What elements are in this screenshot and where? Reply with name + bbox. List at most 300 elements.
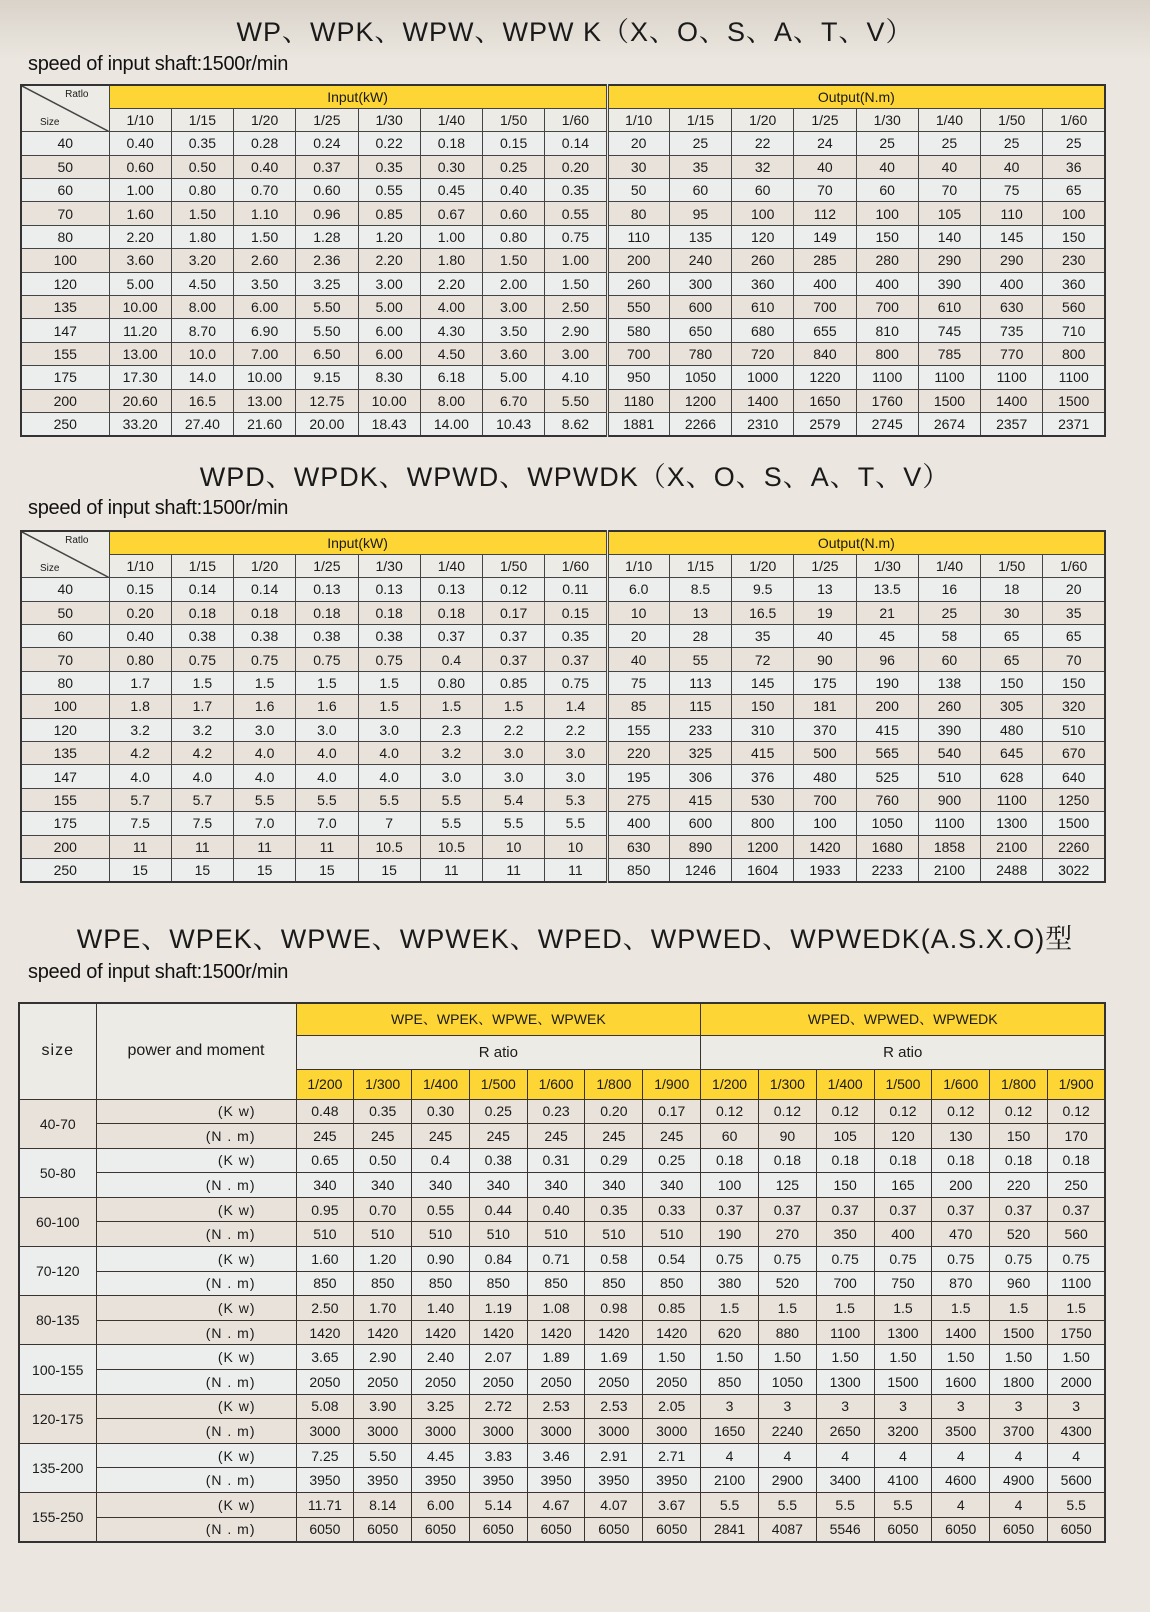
output-cell: 370 [794, 718, 856, 741]
size-cell: 50 [21, 601, 109, 624]
input-cell: 0.4 [420, 648, 482, 671]
input-cell: 0.37 [420, 625, 482, 648]
output-cell: 770 [981, 342, 1043, 365]
output-cell: 1500 [1043, 389, 1105, 412]
nm-cell: 1420 [354, 1320, 412, 1345]
nm-cell: 1400 [932, 1320, 990, 1345]
nm-cell: 3000 [354, 1419, 412, 1444]
nm-cell: 3950 [354, 1468, 412, 1493]
kw-cell: 2.07 [469, 1345, 527, 1370]
output-cell: 8.5 [669, 578, 731, 601]
group-header-row [19, 1003, 1105, 1035]
ratio-header: 1/40 [420, 108, 482, 131]
output-cell: 1400 [732, 389, 794, 412]
input-cell: 6.18 [420, 366, 482, 389]
nm-cell: 340 [527, 1173, 585, 1198]
input-cell: 2.2 [545, 718, 607, 741]
input-cell: 0.38 [171, 625, 233, 648]
input-cell: 0.55 [358, 179, 420, 202]
output-cell: 20 [607, 625, 669, 648]
input-cell: 10.00 [358, 389, 420, 412]
output-cell: 2488 [981, 858, 1043, 881]
input-cell: 15 [234, 858, 296, 881]
nm-cell: 1420 [643, 1320, 701, 1345]
nm-cell: 2650 [816, 1419, 874, 1444]
nm-cell: 245 [412, 1124, 470, 1149]
output-cell: 400 [794, 272, 856, 295]
output-cell: 181 [794, 695, 856, 718]
output-cell: 75 [981, 179, 1043, 202]
table-row [21, 695, 1105, 718]
input-cell: 0.15 [545, 601, 607, 624]
kw-cell: 5.50 [354, 1443, 412, 1468]
nm-cell: 6050 [874, 1517, 932, 1542]
input-cell: 10.5 [358, 835, 420, 858]
nm-cell: 850 [296, 1271, 354, 1296]
input-cell: 4.30 [420, 319, 482, 342]
output-cell: 22 [732, 132, 794, 155]
ratio-header: 1/20 [732, 554, 794, 577]
nm-cell: 6050 [469, 1517, 527, 1542]
input-cell: 0.38 [296, 625, 358, 648]
kw-cell: 1.70 [354, 1296, 412, 1321]
input-cell: 1.5 [296, 671, 358, 694]
output-cell: 150 [981, 671, 1043, 694]
nm-cell: 750 [874, 1271, 932, 1296]
nm-row [19, 1419, 1105, 1444]
output-cell: 480 [794, 765, 856, 788]
kw-row [19, 1296, 1105, 1321]
nm-cell: 90 [758, 1124, 816, 1149]
size-cell: 70-120 [19, 1247, 96, 1296]
output-cell: 580 [607, 319, 669, 342]
output-cell: 390 [918, 272, 980, 295]
output-cell: 28 [669, 625, 731, 648]
nm-row [19, 1517, 1105, 1542]
output-cell: 80 [607, 202, 669, 225]
input-cell: 7.5 [109, 812, 171, 835]
kw-cell: 1.50 [932, 1345, 990, 1370]
input-cell: 4.50 [420, 342, 482, 365]
output-cell: 400 [856, 272, 918, 295]
input-cell: 15 [171, 858, 233, 881]
table-row [21, 155, 1105, 178]
input-cell: 2.20 [358, 249, 420, 272]
output-cell: 70 [794, 179, 856, 202]
nm-cell: 510 [412, 1222, 470, 1247]
section3-title: WPE、WPEK、WPWE、WPWEK、WPED、WPWED、WPWEDK(A.S.X.O)型 [76, 924, 1074, 954]
output-cell: 640 [1043, 765, 1105, 788]
output-cell: 2100 [981, 835, 1043, 858]
kw-cell: 0.58 [585, 1247, 643, 1272]
kw-cell: 1.50 [1047, 1345, 1105, 1370]
table-row [21, 179, 1105, 202]
nm-cell: 245 [469, 1124, 527, 1149]
output-cell: 1200 [732, 835, 794, 858]
ratio-header: 1/60 [1043, 554, 1105, 577]
output-cell: 510 [918, 765, 980, 788]
size-cell: 80 [21, 671, 109, 694]
input-cell: 7.00 [234, 342, 296, 365]
nm-cell: 850 [585, 1271, 643, 1296]
input-cell: 0.13 [420, 578, 482, 601]
ratio-header: 1/60 [1043, 108, 1105, 131]
kw-cell: 0.65 [296, 1148, 354, 1173]
nm-cell: 1420 [412, 1320, 470, 1345]
size-cell: 135 [21, 742, 109, 765]
table-row [21, 812, 1105, 835]
output-cell: 13 [669, 601, 731, 624]
ratio-header: 1/10 [607, 554, 669, 577]
input-cell: 0.40 [234, 155, 296, 178]
nm-cell: 510 [469, 1222, 527, 1247]
nm-row [19, 1271, 1105, 1296]
output-cell: 2260 [1043, 835, 1105, 858]
input-cell: 1.50 [234, 225, 296, 248]
output-cell: 720 [732, 342, 794, 365]
nm-cell: 340 [585, 1173, 643, 1198]
nm-cell: 4100 [874, 1468, 932, 1493]
nm-cell: 2050 [354, 1370, 412, 1395]
output-cell: 18 [981, 578, 1043, 601]
output-cell: 850 [607, 858, 669, 881]
nm-cell: 3000 [412, 1419, 470, 1444]
output-cell: 149 [794, 225, 856, 248]
input-cell: 4.0 [109, 765, 171, 788]
nm-cell: 1500 [990, 1320, 1048, 1345]
output-cell: 9.5 [732, 578, 794, 601]
size-cell: 250 [21, 412, 109, 435]
ratio-header: 1/10 [109, 554, 171, 577]
output-cell: 70 [1043, 648, 1105, 671]
output-cell: 1000 [732, 366, 794, 389]
nm-cell: 3950 [643, 1468, 701, 1493]
nm-cell: 3950 [412, 1468, 470, 1493]
nm-cell: 340 [412, 1173, 470, 1198]
output-cell: 1200 [669, 389, 731, 412]
wpe-series-table [18, 1002, 1106, 1543]
kw-cell: 0.48 [296, 1099, 354, 1124]
output-cell: 3022 [1043, 858, 1105, 881]
nm-cell: 3000 [527, 1419, 585, 1444]
output-cell: 70 [918, 179, 980, 202]
input-cell: 20.60 [109, 389, 171, 412]
ratio-header: 1/600 [932, 1069, 990, 1099]
input-cell: 17.30 [109, 366, 171, 389]
output-cell: 65 [981, 625, 1043, 648]
kw-cell: 0.18 [932, 1148, 990, 1173]
output-cell: 415 [856, 718, 918, 741]
input-cell: 5.5 [358, 788, 420, 811]
size-cell: 135 [21, 296, 109, 319]
size-cell: 40 [21, 578, 109, 601]
output-cell: 540 [918, 742, 980, 765]
kw-cell: 2.72 [469, 1394, 527, 1419]
output-cell: 230 [1043, 249, 1105, 272]
size-cell: 120 [21, 272, 109, 295]
input-cell: 0.11 [545, 578, 607, 601]
kw-cell: 3 [874, 1394, 932, 1419]
header-row [21, 531, 1105, 554]
input-cell: 18.43 [358, 412, 420, 435]
ratio-header: 1/30 [358, 108, 420, 131]
output-cell: 85 [607, 695, 669, 718]
input-cell: 1.8 [109, 695, 171, 718]
input-cell: 3.2 [171, 718, 233, 741]
ratio-header: 1/10 [607, 108, 669, 131]
size-cell: 80-135 [19, 1296, 96, 1345]
size-cell: 200 [21, 835, 109, 858]
output-cell: 19 [794, 601, 856, 624]
output-cell: 100 [1043, 202, 1105, 225]
table-row [21, 342, 1105, 365]
nm-cell: 190 [701, 1222, 759, 1247]
nm-cell: 340 [296, 1173, 354, 1198]
ratio-header: 1/800 [585, 1069, 643, 1099]
kw-cell: 0.18 [701, 1148, 759, 1173]
nm-cell: 520 [758, 1271, 816, 1296]
kw-cell: 0.35 [585, 1197, 643, 1222]
input-cell: 8.62 [545, 412, 607, 435]
input-cell: 0.85 [358, 202, 420, 225]
input-cell: 4.0 [234, 742, 296, 765]
input-cell: 2.20 [420, 272, 482, 295]
output-cell: 320 [1043, 695, 1105, 718]
table-row [21, 296, 1105, 319]
power-moment-header: power and moment [96, 1003, 296, 1099]
kw-row [19, 1148, 1105, 1173]
input-cell: 0.24 [296, 132, 358, 155]
output-cell: 1680 [856, 835, 918, 858]
input-cell: 5.4 [483, 788, 545, 811]
input-cell: 10.5 [420, 835, 482, 858]
output-cell: 700 [794, 788, 856, 811]
input-cell: 0.13 [358, 578, 420, 601]
output-cell: 2371 [1043, 412, 1105, 435]
input-cell: 1.5 [420, 695, 482, 718]
input-cell: 3.0 [483, 765, 545, 788]
output-cell: 35 [1043, 601, 1105, 624]
nm-cell: 4300 [1047, 1419, 1105, 1444]
input-cell: 5.00 [358, 296, 420, 319]
nm-row [19, 1222, 1105, 1247]
section2-subtitle: speed of input shaft:1500r/min [28, 497, 289, 519]
input-cell: 0.80 [420, 671, 482, 694]
output-cell: 480 [981, 718, 1043, 741]
input-cell: 1.6 [234, 695, 296, 718]
kw-cell: 1.50 [643, 1345, 701, 1370]
table-row [21, 578, 1105, 601]
kw-cell: 0.75 [758, 1247, 816, 1272]
output-cell: 100 [856, 202, 918, 225]
size-cell: 120 [21, 718, 109, 741]
kw-cell: 1.50 [874, 1345, 932, 1370]
kw-cell: 3.65 [296, 1345, 354, 1370]
ratio-header: 1/200 [701, 1069, 759, 1099]
output-cell: 2579 [794, 412, 856, 435]
output-cell: 233 [669, 718, 731, 741]
input-cell: 0.60 [109, 155, 171, 178]
nm-cell: 510 [296, 1222, 354, 1247]
input-cell: 0.70 [234, 179, 296, 202]
size-cell: 60 [21, 625, 109, 648]
kw-cell: 0.75 [932, 1247, 990, 1272]
input-cell: 1.6 [296, 695, 358, 718]
output-cell: 145 [981, 225, 1043, 248]
input-cell: 27.40 [171, 412, 233, 435]
output-cell: 630 [981, 296, 1043, 319]
output-cell: 550 [607, 296, 669, 319]
ratio-header: 1/60 [545, 108, 607, 131]
kw-cell: 1.5 [758, 1296, 816, 1321]
kw-cell: 4 [990, 1443, 1048, 1468]
kw-row [19, 1394, 1105, 1419]
input-cell: 5.5 [420, 788, 482, 811]
input-cell: 10.0 [171, 342, 233, 365]
kw-cell: 7.25 [296, 1443, 354, 1468]
unit-nm: (N . m) [96, 1173, 296, 1198]
output-cell: 60 [856, 179, 918, 202]
kw-cell: 1.5 [932, 1296, 990, 1321]
nm-cell: 620 [701, 1320, 759, 1345]
unit-nm: (N . m) [96, 1370, 296, 1395]
output-cell: 150 [856, 225, 918, 248]
kw-cell: 4 [816, 1443, 874, 1468]
input-cell: 2.90 [545, 319, 607, 342]
kw-row [19, 1493, 1105, 1518]
kw-cell: 1.19 [469, 1296, 527, 1321]
output-cell: 1100 [918, 812, 980, 835]
output-cell: 1650 [794, 389, 856, 412]
output-cell: 400 [607, 812, 669, 835]
output-cell: 800 [856, 342, 918, 365]
kw-cell: 2.90 [354, 1345, 412, 1370]
nm-cell: 850 [469, 1271, 527, 1296]
kw-cell: 2.53 [585, 1394, 643, 1419]
nm-cell: 6050 [412, 1517, 470, 1542]
table-row [21, 835, 1105, 858]
input-cell: 1.4 [545, 695, 607, 718]
table-row [21, 718, 1105, 741]
nm-cell: 3000 [469, 1419, 527, 1444]
output-cell: 58 [918, 625, 980, 648]
nm-cell: 2050 [469, 1370, 527, 1395]
ratio-header: 1/25 [296, 108, 358, 131]
kw-cell: 0.71 [527, 1247, 585, 1272]
nm-cell: 560 [1047, 1222, 1105, 1247]
nm-cell: 125 [758, 1173, 816, 1198]
input-cell: 3.0 [358, 718, 420, 741]
kw-cell: 1.5 [701, 1296, 759, 1321]
corner-header [21, 85, 109, 132]
nm-cell: 1600 [932, 1370, 990, 1395]
table-row [21, 671, 1105, 694]
unit-kw: (K w) [96, 1345, 296, 1370]
kw-cell: 5.5 [816, 1493, 874, 1518]
table-row [21, 132, 1105, 155]
ratio-header: 1/40 [420, 554, 482, 577]
nm-cell: 1100 [816, 1320, 874, 1345]
kw-cell: 2.40 [412, 1345, 470, 1370]
kw-row [19, 1099, 1105, 1124]
kw-row [19, 1443, 1105, 1468]
output-cell: 110 [981, 202, 1043, 225]
input-cell: 0.40 [483, 179, 545, 202]
nm-cell: 100 [701, 1173, 759, 1198]
input-cell: 0.80 [483, 225, 545, 248]
output-header: Output(N.m) [607, 531, 1105, 554]
output-cell: 65 [1043, 625, 1105, 648]
output-cell: 24 [794, 132, 856, 155]
output-cell: 1100 [1043, 366, 1105, 389]
output-cell: 75 [607, 671, 669, 694]
input-cell: 3.20 [171, 249, 233, 272]
kw-cell: 4 [990, 1493, 1048, 1518]
nm-cell: 870 [932, 1271, 990, 1296]
input-cell: 7.5 [171, 812, 233, 835]
kw-cell: 2.50 [296, 1296, 354, 1321]
nm-cell: 3950 [527, 1468, 585, 1493]
input-cell: 0.38 [234, 625, 296, 648]
input-cell: 0.18 [234, 601, 296, 624]
output-cell: 325 [669, 742, 731, 765]
kw-cell: 1.69 [585, 1345, 643, 1370]
nm-row [19, 1124, 1105, 1149]
input-cell: 2.50 [545, 296, 607, 319]
input-cell: 0.75 [296, 648, 358, 671]
input-cell: 0.96 [296, 202, 358, 225]
ratio-label: R atio [701, 1035, 1106, 1069]
input-cell: 0.85 [483, 671, 545, 694]
input-cell: 7 [358, 812, 420, 835]
output-cell: 30 [607, 155, 669, 178]
input-cell: 0.13 [296, 578, 358, 601]
input-cell: 1.50 [483, 249, 545, 272]
table-row [21, 648, 1105, 671]
kw-cell: 1.5 [874, 1296, 932, 1321]
nm-cell: 340 [643, 1173, 701, 1198]
nm-row [19, 1320, 1105, 1345]
output-cell: 500 [794, 742, 856, 765]
ratio-header: 1/15 [171, 108, 233, 131]
size-cell: 175 [21, 366, 109, 389]
nm-cell: 3000 [643, 1419, 701, 1444]
input-cell: 4.0 [296, 742, 358, 765]
input-cell: 4.2 [171, 742, 233, 765]
input-cell: 8.00 [420, 389, 482, 412]
output-cell: 390 [918, 718, 980, 741]
ratio-header: 1/900 [1047, 1069, 1105, 1099]
kw-cell: 2.05 [643, 1394, 701, 1419]
nm-cell: 1500 [874, 1370, 932, 1395]
unit-nm: (N . m) [96, 1124, 296, 1149]
output-cell: 510 [1043, 718, 1105, 741]
input-cell: 2.60 [234, 249, 296, 272]
nm-cell: 880 [758, 1320, 816, 1345]
output-cell: 35 [669, 155, 731, 178]
output-cell: 90 [794, 648, 856, 671]
input-cell: 0.25 [483, 155, 545, 178]
input-cell: 5.00 [483, 366, 545, 389]
section3-subtitle: speed of input shaft:1500r/min [28, 961, 289, 983]
nm-cell: 340 [469, 1173, 527, 1198]
input-cell: 0.35 [358, 155, 420, 178]
output-cell: 1933 [794, 858, 856, 881]
ratio-header: 1/40 [918, 108, 980, 131]
kw-cell: 3 [990, 1394, 1048, 1419]
input-cell: 2.36 [296, 249, 358, 272]
output-cell: 1420 [794, 835, 856, 858]
